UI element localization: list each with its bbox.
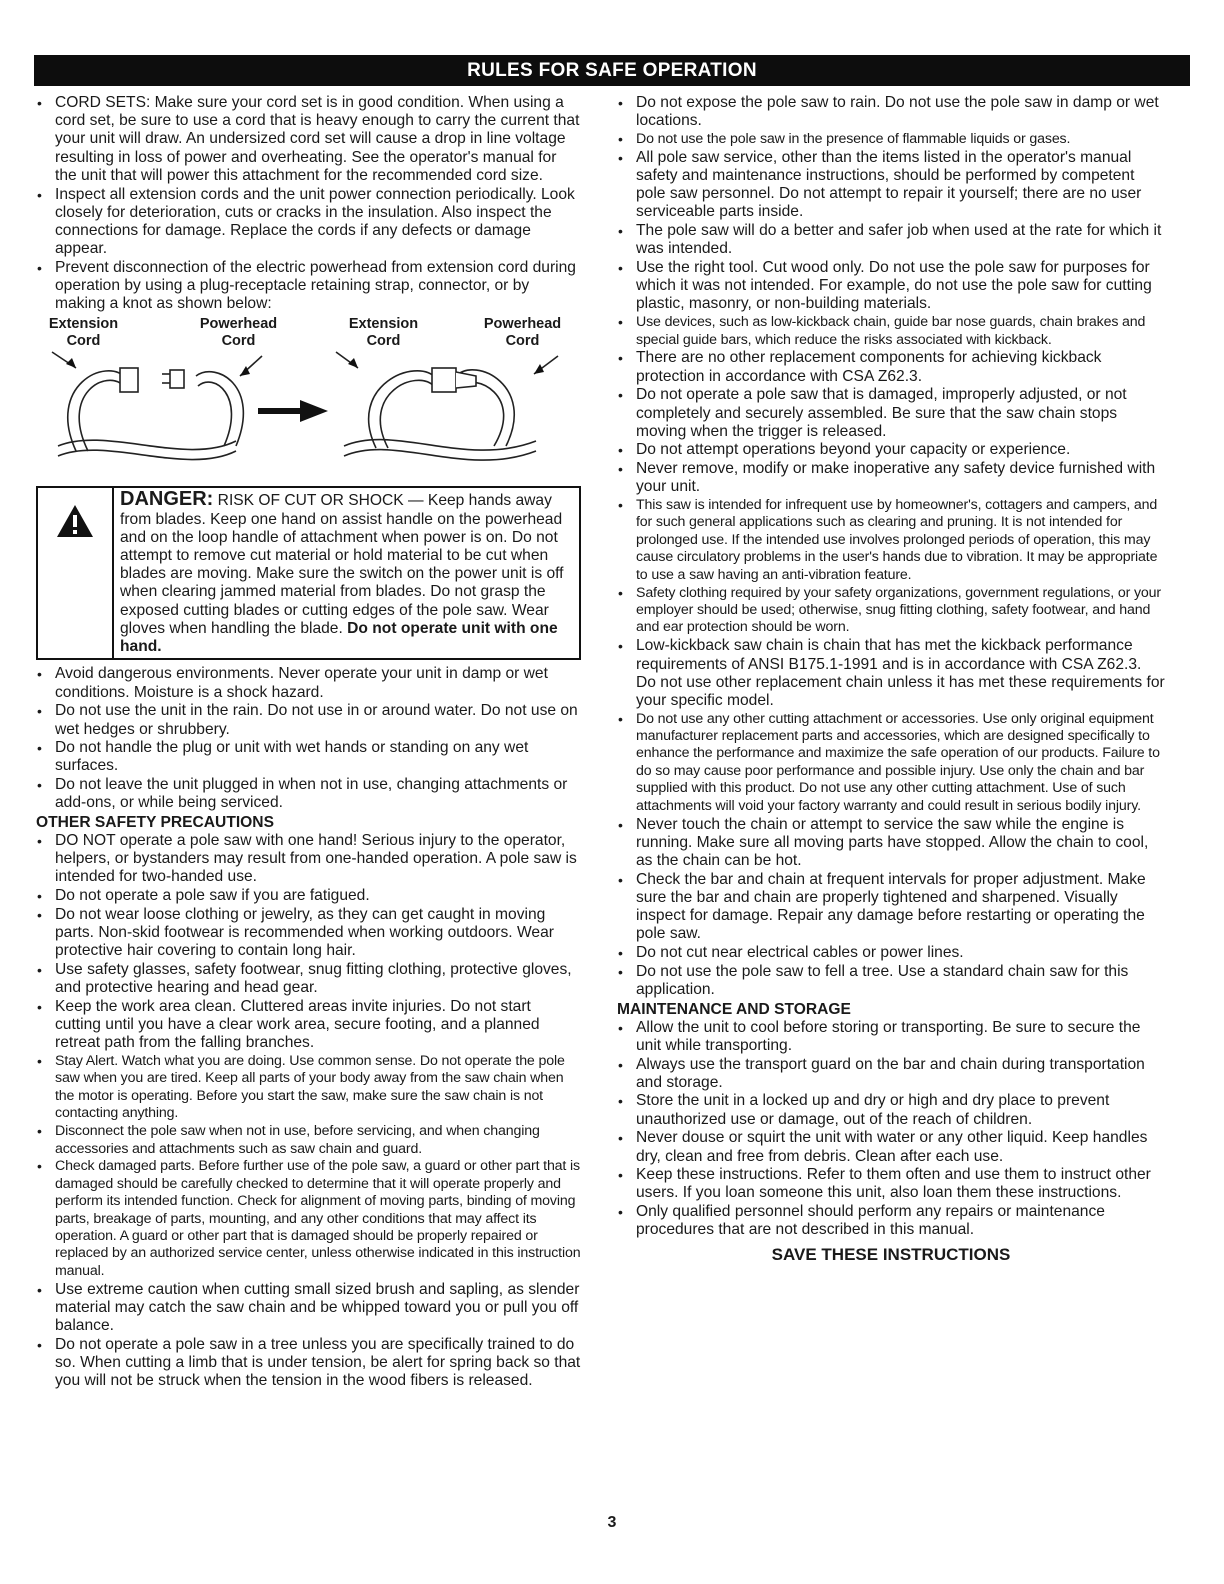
list-item: • Do not use the pole saw to fell a tree. Use a standard chain saw for this application. — [617, 963, 1165, 999]
list-item: • The pole saw will do a better and safer job when used at the rate for which it was intended. — [617, 222, 1165, 258]
list-item: • Do not cut near electrical cables or power lines. — [617, 944, 1165, 962]
danger-body: RISK OF CUT OR SHOCK — Keep hands away from blades. Keep one hand on assist handle on the powerhead and on the loop handle of attachment when power is on. Do not attempt to remove cut material or hold material to be cut when blades are moving. Make sure the switch on the power unit is off when clearing jammed material from blades. Do not grasp the exposed cutting blades or cutting edges of the pole saw. Wear gloves when handling the blade. — [120, 492, 564, 637]
diagram-label-extension-cord-1: Extension Cord — [48, 316, 119, 350]
pole-saw-rules-list — [617, 94, 1165, 999]
list-item: • Use the right tool. Cut wood only. Do not use the pole saw for purposes for which it was not intended. For example, do not use the pole saw for cutting plastic, masonry, or non-building materials. — [617, 259, 1165, 314]
diagram-label-extension-cord-2: Extension Cord — [348, 316, 419, 350]
danger-title: DANGER: — [120, 488, 214, 511]
list-item: • Keep these instructions. Refer to them often and use them to instruct other users. If you loan someone this unit, also loan them these instructions. — [617, 1166, 1165, 1202]
maintenance-heading: MAINTENANCE AND STORAGE — [617, 1000, 851, 1018]
list-item: • All pole saw service, other than the items listed in the operator's manual safety and maintenance instructions, should be performed by competent pole saw personnel. Do not attempt to repair it yourself; there are no user serviceable parts inside. — [617, 149, 1165, 222]
list-item: • Check damaged parts. Before further use of the pole saw, a guard or other part that is damaged should be carefully checked to determine that it will operate properly and perform its intended function. Check for alignment of moving parts, binding of moving parts, breakage of parts, mounting, and any other conditions that may affect its operation. A guard or other part that is damaged should be properly repaired or replaced by an authorized service center, unless otherwise indicated in this instruction manual. — [36, 1158, 581, 1280]
list-item: • Allow the unit to cool before storing or transporting. Be sure to secure the unit while transporting. — [617, 1019, 1165, 1055]
list-item: • There are no other replacement components for achieving kickback protection in accordance with CSA Z62.3. — [617, 349, 1165, 385]
list-item: • Low-kickback saw chain is chain that has met the kickback performance requirements of ANSI B175.1-1991 and is in accordance with CSA Z62.3. Do not use other replacement chain unless it has met these requirements for your specific model. — [617, 637, 1165, 710]
list-item: • Always use the transport guard on the bar and chain during transportation and storage. — [617, 1056, 1165, 1092]
list-item: • Do not use the pole saw in the presence of flammable liquids or gases. — [617, 131, 1165, 148]
list-item: • Disconnect the pole saw when not in use, before servicing, and when changing accessories and attachments such as saw chain and guard. — [36, 1123, 581, 1158]
danger-text — [120, 490, 573, 656]
cord-knot-diagram — [36, 316, 581, 474]
list-item: • Do not use the unit in the rain. Do not use in or around water. Do not use on wet hedges or shrubbery. — [36, 702, 581, 738]
list-item: • Do not operate a pole saw in a tree unless you are specifically trained to do so. When cutting a limb that is under tension, be alert for spring back so that you will not be struck when the tension in the wood fibers is released. — [36, 1336, 581, 1391]
list-item: • Avoid dangerous environments. Never operate your unit in damp or wet conditions. Moisture is a shock hazard. — [36, 665, 581, 701]
list-item: • Do not operate a pole saw if you are fatigued. — [36, 887, 581, 905]
list-item: • This saw is intended for infrequent use by homeowner's, cottagers and campers, and for such general applications such as clearing and pruning. It is not intended for prolonged use. If the intended use involves prolonged periods of operation, this may cause circulatory problems in the user's hands due to vibration. It may be appropriate to use a saw having an anti-vibration feature. — [617, 497, 1165, 584]
list-item: • Never touch the chain or attempt to service the saw while the engine is running. Make sure all moving parts have stopped. Allow the chain to cool, as the chain can be hot. — [617, 816, 1165, 871]
other-safety-list — [36, 832, 581, 1390]
list-item: • Do not attempt operations beyond your capacity or experience. — [617, 441, 1165, 459]
maintenance-list — [617, 1019, 1165, 1240]
list-item: • Keep the work area clean. Cluttered areas invite injuries. Do not start cutting until you have a clear work area, secure footing, and a planned retreat path from the falling branches. — [36, 998, 581, 1053]
list-item: • Do not expose the pole saw to rain. Do not use the pole saw in damp or wet locations. — [617, 94, 1165, 130]
list-item: • Use safety glasses, safety footwear, snug fitting clothing, protective gloves, and protective hearing and head gear. — [36, 961, 581, 997]
danger-icon-cell — [38, 488, 114, 658]
other-safety-heading: OTHER SAFETY PRECAUTIONS — [36, 814, 274, 832]
list-item: • DO NOT operate a pole saw with one hand! Serious injury to the operator, helpers, or bystanders may result from one-handed operation. A pole saw is intended for two-handed use. — [36, 832, 581, 887]
list-item: • Only qualified personnel should perform any repairs or maintenance procedures that are not described in this manual. — [617, 1203, 1165, 1239]
section-banner: RULES FOR SAFE OPERATION — [34, 55, 1190, 86]
cord-set-list — [36, 94, 581, 313]
page-number: 3 — [607, 1514, 617, 1531]
list-item: • Inspect all extension cords and the unit power connection periodically. Look closely for deterioration, cuts or cracks in the insulation. Also inspect the connections for damage. Replace the cords if any defects or damage appear. — [36, 186, 581, 259]
warning-triangle-icon — [56, 504, 94, 538]
list-item: • Never douse or squirt the unit with water or any other liquid. Keep handles dry, clean and free from debris. Clean after each use. — [617, 1129, 1165, 1165]
list-item: • Do not leave the unit plugged in when not in use, changing attachments or add-ons, or while being serviced. — [36, 776, 581, 812]
list-item: • Do not wear loose clothing or jewelry, as they can get caught in moving parts. Non-skid footwear is recommended when working outdoors. Wear protective hair covering to contain long hair. — [36, 906, 581, 961]
left-column — [36, 94, 581, 1391]
list-item: • Use devices, such as low-kickback chain, guide bar nose guards, chain brakes and special guide bars, which reduce the risks associated with kickback. — [617, 314, 1165, 349]
environment-list — [36, 665, 581, 812]
list-item: • Check the bar and chain at frequent intervals for proper adjustment. Make sure the bar and chain are properly tightened and sharpened. Visually inspect for damage. Repair any damage before restarting or operating the pole saw. — [617, 871, 1165, 944]
diagram-label-powerhead-cord-1: Powerhead Cord — [199, 316, 278, 350]
list-item: • Safety clothing required by your safety organizations, government regulations, or your employer should be used; otherwise, snug fitting clothing, safety footwear, and hand and ear protection should be worn. — [617, 585, 1165, 637]
diagram-label-powerhead-cord-2: Powerhead Cord — [483, 316, 562, 350]
list-item: • Store the unit in a locked up and dry or high and dry place to prevent unauthorized use or damage, out of the reach of children. — [617, 1092, 1165, 1128]
list-item: • Do not use any other cutting attachment or accessories. Use only original equipment manufacturer replacement parts and accessories, which are designed specifically to enhance the performance and maximize the safe operation of our products. Failure to do so may cause poor performance and possible injury. Use only the chain and bar supplied with this product. Do not use any other cutting attachment. Use of such attachments will void your factory warranty and could result in serious bodily injury. — [617, 711, 1165, 815]
list-item: • Never remove, modify or make inoperative any safety device furnished with your unit. — [617, 460, 1165, 496]
list-item: • CORD SETS: Make sure your cord set is in good condition. When using a cord set, be sure to use a cord that is heavy enough to carry the current that your unit will draw. An undersized cord set will cause a drop in line voltage resulting in loss of power and overheating. See the operator's manual for the unit that will power this attachment for the recommended cord size. — [36, 94, 581, 185]
list-item: • Do not operate a pole saw that is damaged, improperly adjusted, or not completely and securely assembled. Be sure that the saw chain stops moving when the trigger is released. — [617, 386, 1165, 441]
right-column — [617, 94, 1165, 1265]
list-item: • Do not handle the plug or unit with wet hands or standing on any wet surfaces. — [36, 739, 581, 775]
danger-emphasis: Do not operate unit with one hand. — [120, 619, 558, 656]
danger-box — [36, 486, 581, 660]
list-item: • Prevent disconnection of the electric powerhead from extension cord during operation by using a plug-receptacle retaining strap, connector, or by making a knot as shown below: — [36, 259, 581, 314]
list-item: • Stay Alert. Watch what you are doing. Use common sense. Do not operate the pole saw when you are tired. Keep all parts of your body away from the saw chain when the motor is operating. Before you start the saw, make sure the saw chain is not contacting anything. — [36, 1053, 581, 1123]
save-instructions-heading: SAVE THESE INSTRUCTIONS — [771, 1244, 1011, 1264]
list-item: • Use extreme caution when cutting small sized brush and sapling, as slender material may catch the saw chain and be whipped toward you or pull you off balance. — [36, 1281, 581, 1336]
